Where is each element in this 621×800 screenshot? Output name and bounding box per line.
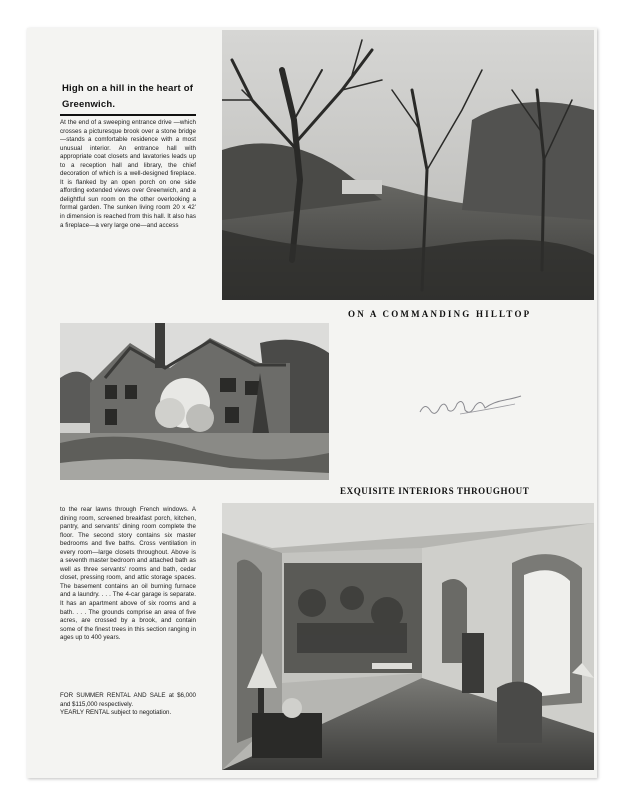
heading-line-2: Greenwich.	[62, 99, 116, 110]
rental-terms	[60, 692, 196, 718]
heading-line-1: High on a hill in the heart of	[62, 83, 194, 94]
page-heading	[62, 81, 198, 113]
house-exterior-photo	[60, 323, 329, 480]
caption-hilltop: ON A COMMANDING HILLTOP	[348, 309, 532, 319]
rental-yearly: YEARLY RENTAL subject to negotiation.	[60, 709, 172, 717]
hilltop-landscape-photo	[222, 30, 594, 300]
caption-interiors: EXQUISITE INTERIORS THROUGHOUT	[340, 486, 530, 496]
description-paragraph-1: At the end of a sweeping entrance drive —which crosses a picturesque brook over a stone bridge—stands a comfortable residence with a most unusual interior. An entrance hall with appropriate coat closets and lavatories leads up to a reception hall and library, the chief decoration of which is a well-designed fireplace. It is flanked by an open porch on one side affording extended views over Greenwich, and a delightful sun room on the other overlooking a formal garden. The sunken living room 20 x 42' in dimension is reached from this hall. It also has a fireplace—a very large one—and access	[60, 119, 196, 229]
pencil-signature	[415, 392, 525, 422]
rental-summer-sale: FOR SUMMER RENTAL AND SALE at $6,000 and $115,000 respectively.	[60, 692, 196, 708]
living-room-interior-photo	[222, 503, 594, 770]
description-paragraph-2: to the rear lawns through French windows. A dining room, screened breakfast porch, kitchen, pantry, and servants' dining room complete the floor. The second story contains six master bedrooms and five baths. Cross ventilation in every room—large closets throughout. Above is a seventh master bedroom and attached bath as well as three servants' rooms and bath, cedar closet, pressing room, and attic storage spaces. The basement contains an oil burning furnace and a laundry. . . . The 4-car garage is separate. It has an apartment above of six rooms and a bath. . . . The grounds comprise an area of five acres, are crossed by a brook, and contain some of the finest trees in this section ranging in ages up to 400 years.	[60, 506, 196, 642]
heading-divider	[60, 114, 196, 116]
